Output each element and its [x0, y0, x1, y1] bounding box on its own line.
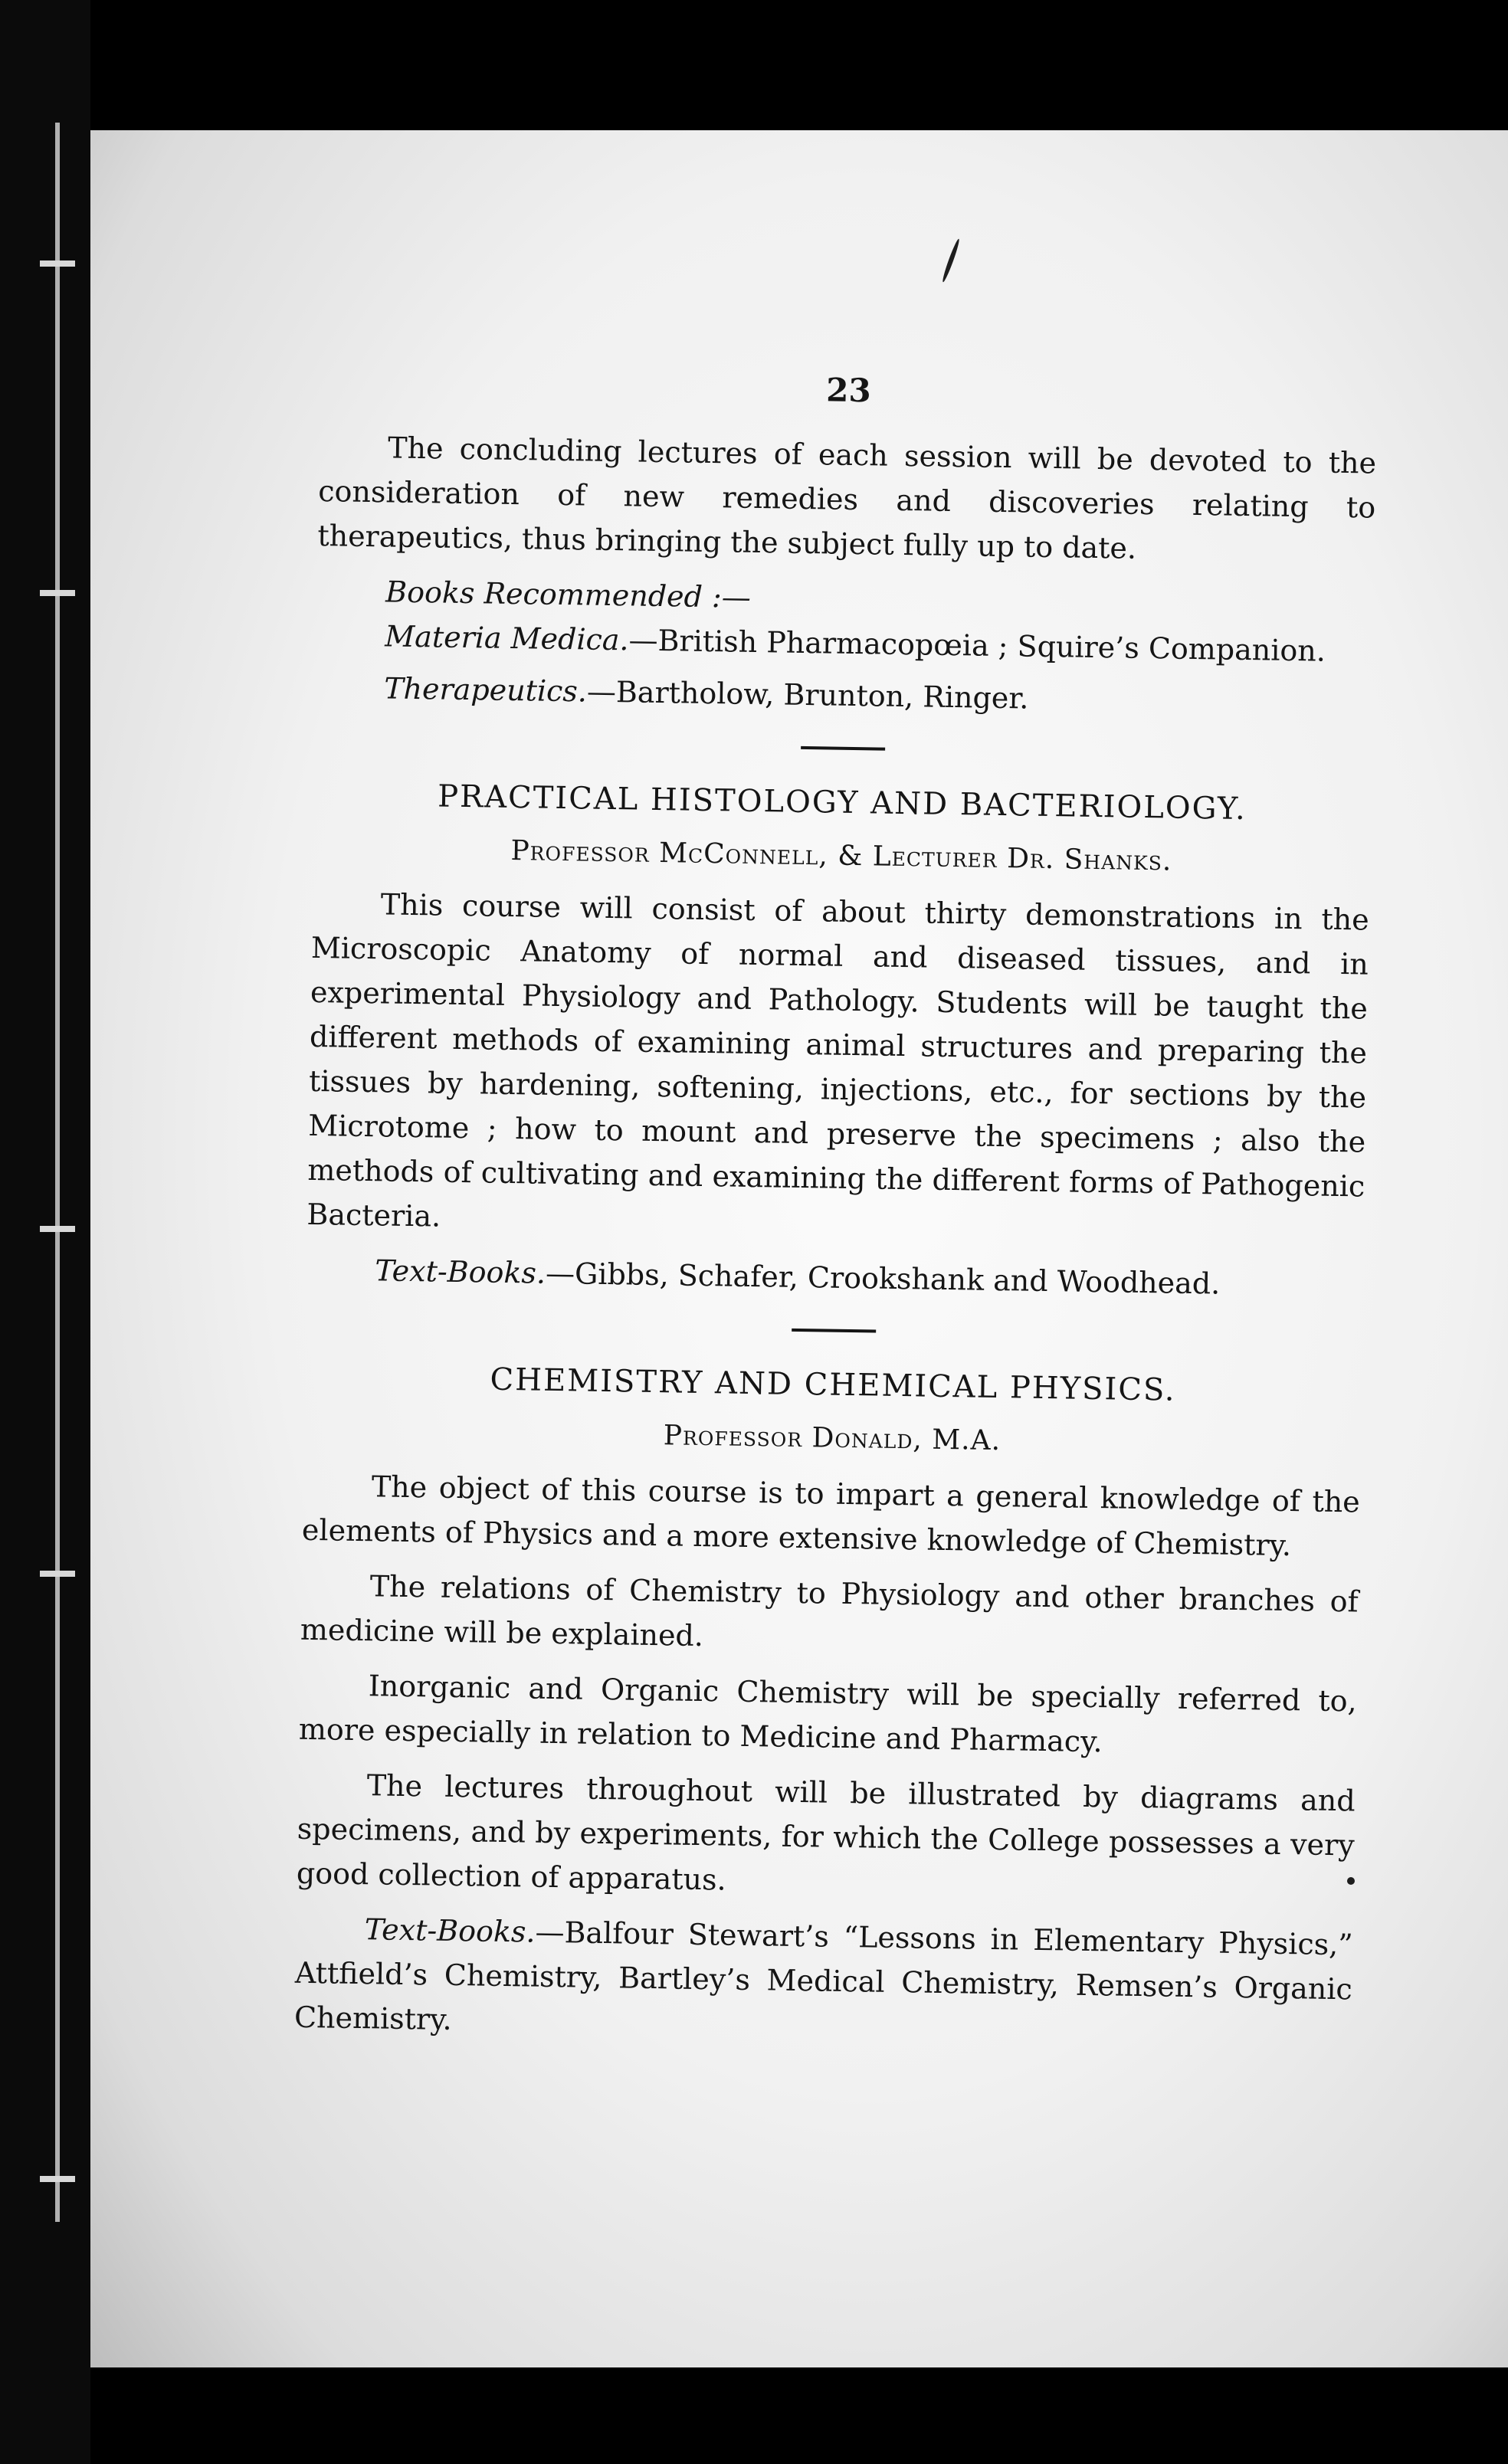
- page-number: 23: [825, 371, 872, 410]
- chemistry-heading: CHEMISTRY AND CHEMICAL PHYSICS.: [490, 1361, 1176, 1408]
- section-divider: [792, 1329, 876, 1333]
- materia-medica-list: —British Pharmacopœia ; Squire’s Companion.: [628, 623, 1326, 668]
- histology-heading: PRACTICAL HISTOLOGY AND BACTERIOLOGY.: [437, 778, 1247, 827]
- therapeutics-books: [384, 666, 1373, 726]
- scan-mark: [941, 238, 961, 283]
- chemistry-paragraph-3: Inorganic and Organic Chemistry will be specially referred to, more especially in relation to Medicine and Pharmacy.: [298, 1669, 1358, 1759]
- film-tick-mark: [40, 260, 75, 267]
- histology-textbooks-list: —Gibbs, Schafer, Crookshank and Woodhead.: [545, 1256, 1221, 1301]
- film-tick-mark: [40, 2176, 75, 2182]
- film-tick-mark: [40, 590, 75, 596]
- materia-medica-label: Materia Medica.: [385, 619, 629, 657]
- histology-textbooks: [306, 1247, 1364, 1309]
- page-content: [293, 360, 1377, 2066]
- therapeutics-label: Therapeutics.: [383, 671, 588, 709]
- document-page: [90, 130, 1508, 2367]
- film-border: [0, 0, 90, 2464]
- chemistry-paragraph-4: The lectures throughout will be illustrated by diagrams and specimens, and by experiments, for which the College possesses a very good collection of apparatus.: [296, 1768, 1356, 1897]
- histology-professor: Professor McConnell, & Lecturer Dr. Shanks.: [510, 834, 1172, 877]
- chemistry-professor: Professor Donald, M.A.: [663, 1420, 1002, 1457]
- therapeutics-list: —Bartholow, Brunton, Ringer.: [586, 674, 1029, 716]
- intro-paragraph: The concluding lectures of each session will be devoted to the consideration of new remedies and discoveries relating to therapeutics, thus bringing the subject fully up to date.: [317, 431, 1377, 565]
- chemistry-paragraph-2: The relations of Chemistry to Physiology and other branches of medicine will be explained.: [300, 1569, 1359, 1653]
- chemistry-textbooks: [294, 1906, 1354, 2056]
- chemistry-paragraph-1: The object of this course is to impart a general knowledge of the elements of Physics and a more extensive knowledge of Chemistry.: [301, 1470, 1361, 1563]
- film-tick-mark: [40, 1571, 75, 1577]
- histology-paragraph: This course will consist of about thirty demonstrations in the Microscopic Anatomy of normal and diseased tissues, and in experimental Physiology and Pathology. Students will be taught the different methods of examining animal structures and preparing the tissues by hardening, softening, injections, etc., for sections by the Microtome ; how to mount and preserve the specimens ; also the methods of cultivating and examining the different forms of Pathogenic Bacteria.: [307, 887, 1370, 1234]
- film-edge-line: [55, 123, 60, 2222]
- chemistry-textbooks-list: —Balfour Stewart’s “Lessons in Elementary Physics,” Attfield’s Chemistry, Bartley’s Medical Chemistry, Remsen’s Organic Chemistry.: [293, 1915, 1354, 2036]
- books-recommended-label: Books Recommended :—: [385, 575, 752, 614]
- histology-textbooks-label: Text-Books.: [374, 1253, 546, 1290]
- film-tick-mark: [40, 1226, 75, 1232]
- chemistry-textbooks-label: Text-Books.: [364, 1912, 536, 1949]
- section-divider: [801, 746, 885, 751]
